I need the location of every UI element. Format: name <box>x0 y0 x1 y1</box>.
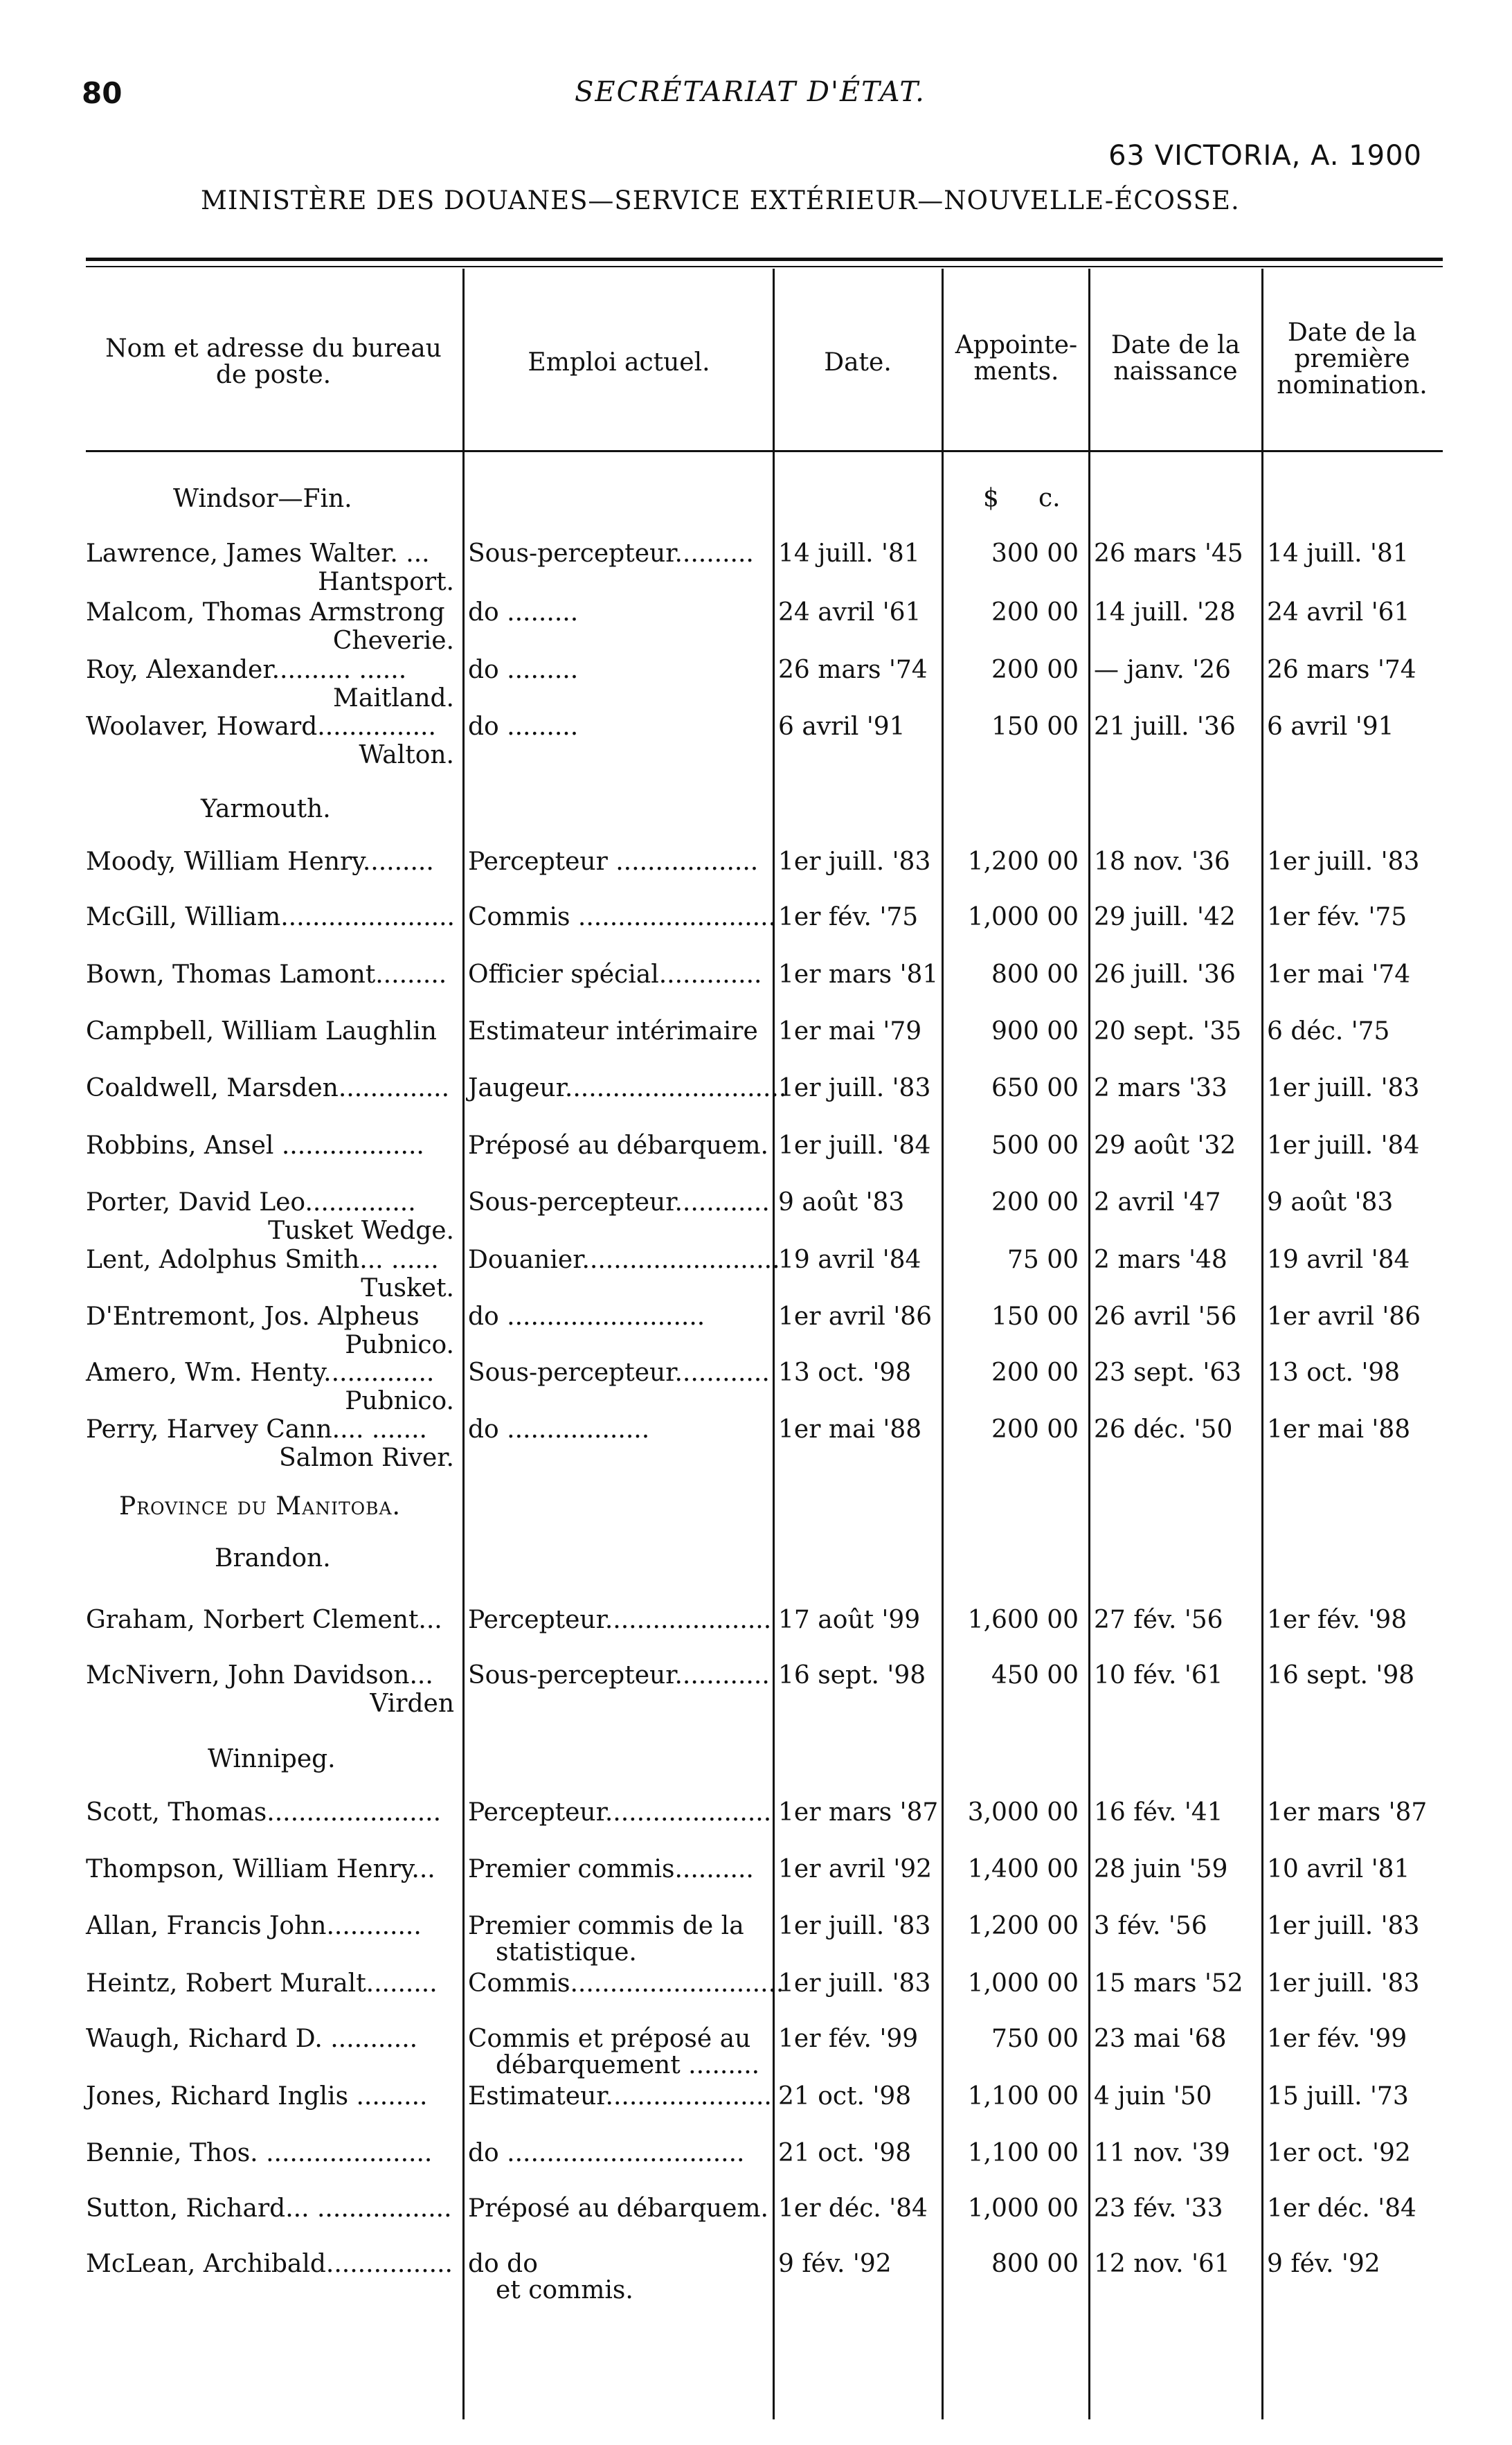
row-name: McGill, William...................... <box>86 903 455 931</box>
row-date: 1er mars '87 <box>778 1798 939 1827</box>
row-nomination-date: 19 avril '84 <box>1267 1246 1410 1274</box>
row-nomination-date: 24 avril '61 <box>1267 598 1410 627</box>
row-place: Hantsport. <box>318 568 454 596</box>
header-birth: Date de la naissance <box>1110 331 1241 386</box>
col-divider-2 <box>773 269 775 2419</box>
row-place: Pubnico. <box>345 1387 454 1415</box>
row-name: Graham, Norbert Clement... <box>86 1606 442 1634</box>
row-name: Allan, Francis John............ <box>86 1912 422 1940</box>
row-salary: 800 00 <box>991 2250 1079 2278</box>
header-salary: Appointe-ments. <box>955 331 1078 386</box>
row-date: 21 oct. '98 <box>778 2139 912 2167</box>
row-employment: Percepteur..................... <box>468 1798 772 1827</box>
row-birth-date: 26 mars '45 <box>1094 539 1243 568</box>
row-birth-date: 29 juill. '42 <box>1094 903 1236 931</box>
col-divider-3 <box>942 269 944 2419</box>
row-birth-date: 2 mars '33 <box>1094 1074 1227 1102</box>
row-employment: do do <box>468 2250 538 2278</box>
row-salary: 200 00 <box>991 1188 1079 1217</box>
section-heading: Yarmouth. <box>201 795 331 823</box>
row-date: 13 oct. '98 <box>778 1359 912 1387</box>
row-name: Bennie, Thos. ..................... <box>86 2139 433 2167</box>
row-employment: Jaugeur............................ <box>468 1074 787 1102</box>
row-employment: Préposé au débarquem. <box>468 2194 768 2223</box>
row-birth-date: 2 avril '47 <box>1094 1188 1221 1217</box>
row-nomination-date: 1er avril '86 <box>1267 1302 1421 1331</box>
col-divider-5 <box>1261 269 1263 2419</box>
row-date: 1er mars '81 <box>778 960 939 989</box>
row-nomination-date: 9 fév. '92 <box>1267 2250 1380 2278</box>
top-rule-thin <box>86 266 1443 267</box>
row-employment: do .............................. <box>468 2139 745 2167</box>
row-birth-date: 10 fév. '61 <box>1094 1661 1223 1690</box>
row-nomination-date: 1er juill. '83 <box>1267 1912 1420 1940</box>
row-name: Scott, Thomas...................... <box>86 1798 442 1827</box>
row-date: 24 avril '61 <box>778 598 921 627</box>
row-name: Robbins, Ansel .................. <box>86 1131 424 1160</box>
row-employment: Estimateur intérimaire <box>468 1017 758 1046</box>
page-number: 80 <box>82 76 123 110</box>
row-date: 6 avril '91 <box>778 713 906 741</box>
row-name: Lent, Adolphus Smith... ...... <box>86 1246 439 1274</box>
table-title: MINISTÈRE DES DOUANES—SERVICE EXTÉRIEUR—NOUVELLE-ÉCOSSE. <box>201 186 1240 215</box>
row-salary: 450 00 <box>991 1661 1079 1690</box>
row-employment: Douanier......................... <box>468 1246 780 1274</box>
row-employment: Préposé au débarquem. <box>468 1131 768 1160</box>
row-employment: Sous-percepteur............ <box>468 1359 770 1387</box>
row-salary: 1,000 00 <box>967 2194 1079 2223</box>
row-name: Sutton, Richard... ................. <box>86 2194 452 2223</box>
row-salary: 300 00 <box>991 539 1079 568</box>
row-place: Tusket. <box>361 1274 454 1302</box>
row-employment: do ......... <box>468 598 579 627</box>
row-name: Malcom, Thomas Armstrong <box>86 598 445 627</box>
section-heading: Windsor—Fin. <box>173 485 352 513</box>
row-employment: Premier commis.......... <box>468 1855 754 1883</box>
row-birth-date: 18 nov. '36 <box>1094 848 1230 876</box>
row-nomination-date: 1er oct. '92 <box>1267 2139 1411 2167</box>
section-heading: Winnipeg. <box>208 1745 336 1773</box>
row-employment: Sous-percepteur.......... <box>468 539 754 568</box>
row-employment-cont: statistique. <box>496 1938 637 1967</box>
row-employment: do ......... <box>468 656 579 684</box>
row-birth-date: 20 sept. '35 <box>1094 1017 1242 1046</box>
row-birth-date: 23 mai '68 <box>1094 2025 1227 2053</box>
row-date: 1er avril '92 <box>778 1855 933 1883</box>
row-place: Pubnico. <box>345 1331 454 1359</box>
row-name: Coaldwell, Marsden.............. <box>86 1074 450 1102</box>
row-date: 1er avril '86 <box>778 1302 933 1331</box>
top-rule <box>86 258 1443 261</box>
row-nomination-date: 1er juill. '84 <box>1267 1131 1420 1160</box>
row-date: 1er fév. '99 <box>778 2025 919 2053</box>
row-birth-date: 11 nov. '39 <box>1094 2139 1230 2167</box>
row-place: Cheverie. <box>332 627 454 655</box>
row-nomination-date: 1er fév. '99 <box>1267 2025 1407 2053</box>
header-nomination: Date de la première nomination. <box>1277 319 1428 400</box>
row-name: Perry, Harvey Cann.... ....... <box>86 1415 427 1444</box>
row-name: D'Entremont, Jos. Alpheus <box>86 1302 420 1331</box>
row-salary: 1,100 00 <box>967 2082 1079 2111</box>
row-name: Bown, Thomas Lamont......... <box>86 960 447 989</box>
row-place: Maitland. <box>333 684 454 713</box>
row-nomination-date: 1er fév. '75 <box>1267 903 1407 931</box>
row-birth-date: 26 avril '56 <box>1094 1302 1237 1331</box>
row-nomination-date: 9 août '83 <box>1267 1188 1394 1217</box>
row-date: 17 août '99 <box>778 1606 921 1634</box>
header-date: Date. <box>824 348 892 377</box>
row-place: Virden <box>370 1690 454 1718</box>
row-name: Moody, William Henry......... <box>86 848 434 876</box>
row-salary: 1,000 00 <box>967 903 1079 931</box>
row-name: Lawrence, James Walter. ... <box>86 539 430 568</box>
row-employment: Commis ......................... <box>468 903 777 931</box>
row-date: 1er déc. '84 <box>778 2194 928 2223</box>
row-employment: Officier spécial............. <box>468 960 762 989</box>
row-salary: 650 00 <box>991 1074 1079 1102</box>
row-date: 1er juill. '83 <box>778 848 931 876</box>
row-nomination-date: 1er mai '74 <box>1267 960 1411 989</box>
row-date: 26 mars '74 <box>778 656 928 684</box>
row-nomination-date: 10 avril '81 <box>1267 1855 1410 1883</box>
row-name: Amero, Wm. Henty.............. <box>86 1359 435 1387</box>
row-name: Thompson, William Henry... <box>86 1855 435 1883</box>
row-employment: Sous-percepteur............ <box>468 1661 770 1690</box>
row-place: Salmon River. <box>278 1444 454 1472</box>
row-salary: 750 00 <box>991 2025 1079 2053</box>
row-salary: 200 00 <box>991 656 1079 684</box>
row-date: 1er juill. '84 <box>778 1131 931 1160</box>
row-employment: Sous-percepteur............ <box>468 1188 770 1217</box>
header-name: Nom et adresse du bureau de poste. <box>105 334 442 389</box>
row-nomination-date: 16 sept. '98 <box>1267 1661 1415 1690</box>
currency-cents: c. <box>1038 484 1061 512</box>
row-nomination-date: 1er mars '87 <box>1267 1798 1428 1827</box>
row-nomination-date: 1er juill. '83 <box>1267 1969 1420 1998</box>
currency-dollar: $ <box>983 484 999 512</box>
row-nomination-date: 13 oct. '98 <box>1267 1359 1401 1387</box>
row-birth-date: 16 fév. '41 <box>1094 1798 1223 1827</box>
row-salary: 900 00 <box>991 1017 1079 1046</box>
row-name: Jones, Richard Inglis ......... <box>86 2082 428 2111</box>
row-birth-date: — janv. '26 <box>1094 656 1231 684</box>
col-divider-1 <box>462 269 465 2419</box>
row-employment: do .................. <box>468 1415 650 1444</box>
row-nomination-date: 1er fév. '98 <box>1267 1606 1407 1634</box>
row-salary: 1,600 00 <box>967 1606 1079 1634</box>
row-name: Waugh, Richard D. ........... <box>86 2025 418 2053</box>
row-birth-date: 15 mars '52 <box>1094 1969 1243 1998</box>
row-date: 14 juill. '81 <box>778 539 920 568</box>
row-birth-date: 29 août '32 <box>1094 1131 1236 1160</box>
row-date: 21 oct. '98 <box>778 2082 912 2111</box>
row-name: Roy, Alexander.......... ...... <box>86 656 407 684</box>
header-employment: Emploi actuel. <box>528 348 710 377</box>
row-nomination-date: 15 juill. '73 <box>1267 2082 1409 2111</box>
row-salary: 75 00 <box>1007 1246 1079 1274</box>
row-nomination-date: 26 mars '74 <box>1267 656 1416 684</box>
row-birth-date: 12 nov. '61 <box>1094 2250 1230 2278</box>
row-date: 1er juill. '83 <box>778 1969 931 1998</box>
row-birth-date: 26 juill. '36 <box>1094 960 1236 989</box>
row-employment: Percepteur..................... <box>468 1606 772 1634</box>
row-nomination-date: 1er déc. '84 <box>1267 2194 1416 2223</box>
row-birth-date: 21 juill. '36 <box>1094 713 1236 741</box>
row-birth-date: 28 juin '59 <box>1094 1855 1228 1883</box>
row-name: Campbell, William Laughlin <box>86 1017 437 1046</box>
row-nomination-date: 6 avril '91 <box>1267 713 1394 741</box>
section-heading: Province du Manitoba. <box>119 1492 401 1521</box>
row-nomination-date: 1er juill. '83 <box>1267 848 1420 876</box>
row-name: McLean, Archibald................ <box>86 2250 453 2278</box>
row-birth-date: 27 fév. '56 <box>1094 1606 1223 1634</box>
row-nomination-date: 1er juill. '83 <box>1267 1074 1420 1102</box>
row-salary: 3,000 00 <box>967 1798 1079 1827</box>
row-salary: 1,200 00 <box>967 1912 1079 1940</box>
row-place: Walton. <box>359 741 454 769</box>
row-date: 9 août '83 <box>778 1188 905 1217</box>
row-date: 1er juill. '83 <box>778 1912 931 1940</box>
row-salary: 200 00 <box>991 598 1079 627</box>
row-employment: Commis........................... <box>468 1969 784 1998</box>
row-nomination-date: 1er mai '88 <box>1267 1415 1411 1444</box>
row-employment: do ......................... <box>468 1302 705 1331</box>
row-name: Heintz, Robert Muralt......... <box>86 1969 438 1998</box>
row-birth-date: 2 mars '48 <box>1094 1246 1227 1274</box>
row-salary: 1,100 00 <box>967 2139 1079 2167</box>
section-heading: Brandon. <box>215 1544 331 1573</box>
row-employment: do ......... <box>468 713 579 741</box>
row-salary: 200 00 <box>991 1415 1079 1444</box>
row-name: McNivern, John Davidson... <box>86 1661 433 1690</box>
row-salary: 1,000 00 <box>967 1969 1079 1998</box>
row-salary: 200 00 <box>991 1359 1079 1387</box>
row-date: 9 fév. '92 <box>778 2250 892 2278</box>
row-date: 1er mai '79 <box>778 1017 922 1046</box>
row-nomination-date: 14 juill. '81 <box>1267 539 1409 568</box>
row-salary: 1,200 00 <box>967 848 1079 876</box>
row-salary: 150 00 <box>991 1302 1079 1331</box>
row-date: 1er mai '88 <box>778 1415 922 1444</box>
row-employment-cont: et commis. <box>496 2276 633 2304</box>
row-birth-date: 26 déc. '50 <box>1094 1415 1233 1444</box>
row-employment-cont: débarquement ......... <box>496 2051 760 2079</box>
row-employment: Premier commis de la <box>468 1912 744 1940</box>
row-date: 19 avril '84 <box>778 1246 921 1274</box>
row-name: Porter, David Leo.............. <box>86 1188 416 1217</box>
header-bottom-rule <box>86 450 1443 452</box>
row-birth-date: 23 sept. '63 <box>1094 1359 1242 1387</box>
row-birth-date: 3 fév. '56 <box>1094 1912 1207 1940</box>
row-employment: Percepteur .................. <box>468 848 759 876</box>
row-employment: Estimateur..................... <box>468 2082 772 2111</box>
row-salary: 1,400 00 <box>967 1855 1079 1883</box>
row-name: Woolaver, Howard............... <box>86 713 436 741</box>
row-birth-date: 4 juin '50 <box>1094 2082 1212 2111</box>
row-salary: 500 00 <box>991 1131 1079 1160</box>
row-place: Tusket Wedge. <box>268 1217 454 1245</box>
row-date: 1er fév. '75 <box>778 903 919 931</box>
row-salary: 150 00 <box>991 713 1079 741</box>
running-head: SECRÉTARIAT D'ÉTAT. <box>575 76 926 108</box>
row-birth-date: 23 fév. '33 <box>1094 2194 1223 2223</box>
col-divider-4 <box>1088 269 1090 2419</box>
row-date: 16 sept. '98 <box>778 1661 926 1690</box>
row-birth-date: 14 juill. '28 <box>1094 598 1236 627</box>
row-nomination-date: 6 déc. '75 <box>1267 1017 1390 1046</box>
row-date: 1er juill. '83 <box>778 1074 931 1102</box>
row-employment: Commis et préposé au <box>468 2025 751 2053</box>
session-label: 63 VICTORIA, A. 1900 <box>1108 140 1422 172</box>
row-salary: 800 00 <box>991 960 1079 989</box>
